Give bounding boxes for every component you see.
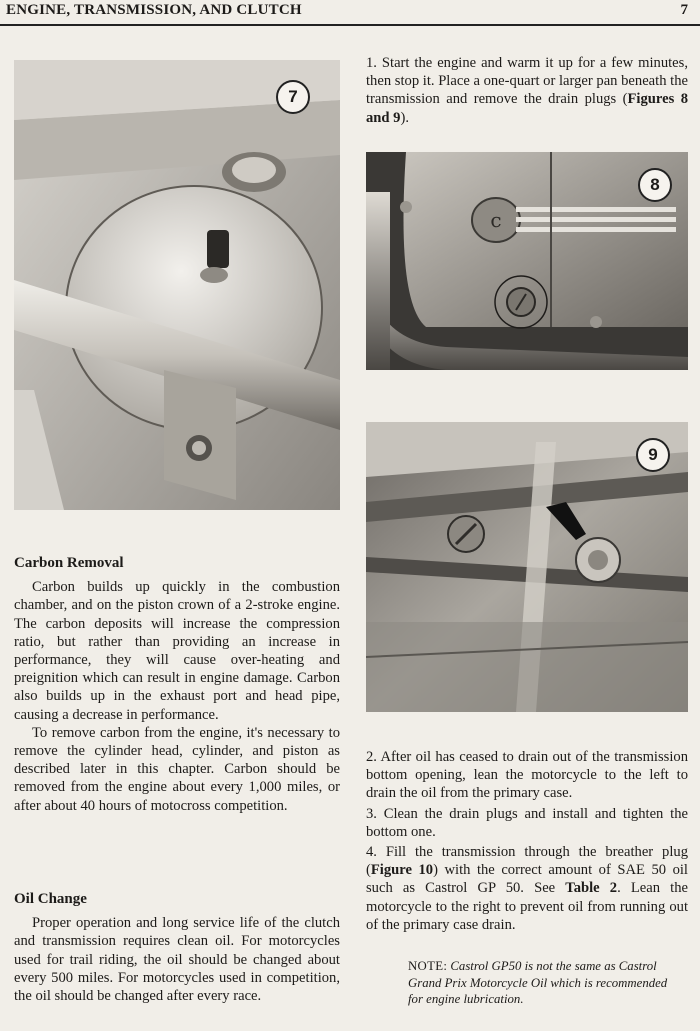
figure-8-photo	[366, 152, 688, 370]
figure-7-photo	[14, 60, 340, 510]
step-2-text: 2. After oil has ceased to drain out of the transmission bottom opening, lean the motorcycle to the left to drain the oil from the primary case.	[366, 749, 688, 802]
carbon-paragraph-2: To remove carbon from the engine, it's necessary to remove the cylinder head, cylinder, and piston as described later in this chapter. Carbon should be removed from the engine about every 1,000 miles, or after about 40 hours of motocross competition.	[14, 724, 340, 814]
svg-text:c: c	[490, 208, 502, 232]
figure-7-number: 7	[276, 80, 310, 114]
page-number: 7	[680, 2, 688, 18]
step-1-figure-ref: Figures 8 and 9	[366, 91, 688, 126]
step-1-part-a: 1. Start the engine and warm it up for a few minutes, then stop it. Place a one-quart or larger pan beneath the transmission and remove the drain plugs (	[366, 55, 688, 108]
step-4-part-b: ) with the correct amount of SAE 50 oil such as Castrol GP 50. See	[366, 862, 688, 897]
carbon-removal-heading: Carbon Removal	[14, 555, 124, 571]
step-4-part-a: 4. Fill the transmission through the breather plug (	[366, 844, 688, 879]
step-4-figure-ref: Figure 10	[370, 862, 434, 879]
figure-8-number: 8	[638, 168, 672, 202]
oil-change-section	[14, 890, 340, 1005]
page-header	[0, 0, 700, 26]
step-1-part-b: ).	[400, 109, 409, 126]
oil-change-heading: Oil Change	[14, 891, 87, 907]
figure-9-photo	[366, 422, 688, 712]
step-4-part-c: . Lean the motorcycle to the right to prevent oil from running out of the primary case drain.	[366, 880, 688, 933]
carbon-removal-section	[14, 554, 340, 815]
castrol-note	[408, 958, 684, 1008]
step-3-text: 3. Clean the drain plugs and install and tighten the bottom one.	[366, 805, 688, 840]
step-1-text	[366, 54, 688, 127]
oil-change-step-1	[366, 54, 688, 129]
figure-9-number: 9	[636, 438, 670, 472]
oil-change-paragraph: Proper operation and long service life of the clutch and transmission requires clean oil. For motorcycles used for trail riding, the oil should be changed about every 500 miles. For motorcycles used in competition, the oil should be changed after every race.	[14, 915, 340, 1005]
step-4-text	[366, 843, 688, 934]
carbon-paragraph-1: Carbon builds up quickly in the combustion chamber, and on the piston crown of a 2-stroke engine. The carbon deposits will increase the compression ratio, but rather than providing an increase in performance, they will cause over-heating and preignition which can result in engine damage. Carbon also builds up in the exhaust port and head pipe, causing a decrease in performance.	[14, 579, 340, 723]
oil-change-steps-2-4	[366, 748, 688, 936]
step-4-table-ref: Table 2	[565, 880, 618, 897]
note-label: NOTE:	[408, 959, 448, 973]
figure-7-illustration	[14, 60, 340, 510]
note-body: Castrol GP50 is not the same as Castrol Grand Prix Motorcycle Oil which is recommended for engine lubrication.	[408, 959, 668, 1006]
chapter-title: ENGINE, TRANSMISSION, AND CLUTCH	[6, 2, 302, 18]
